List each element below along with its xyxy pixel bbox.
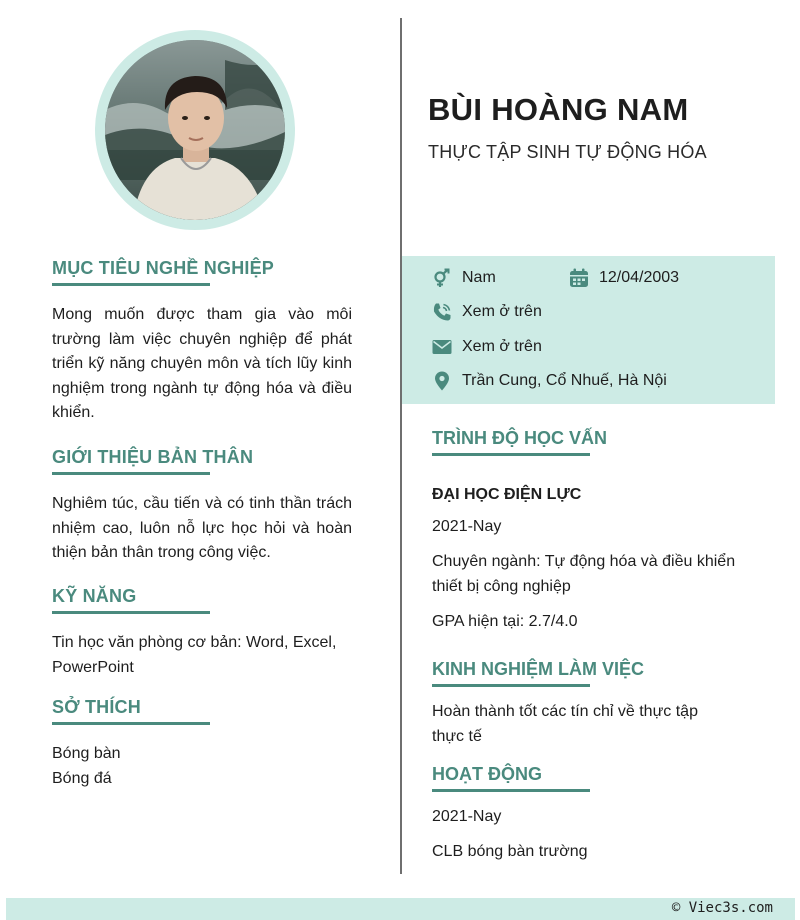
experience-text: Hoàn thành tốt các tín chỉ về thực tập thực tế — [432, 703, 698, 745]
calendar-icon — [569, 268, 589, 288]
avatar-frame — [95, 30, 295, 230]
about-section — [52, 447, 352, 566]
address-value: Trần Cung, Cổ Nhuế, Hà Nội — [462, 372, 667, 389]
gender-icon — [432, 268, 452, 288]
experience-title: KINH NGHIỆM LÀM VIỆC — [432, 659, 590, 687]
activities-text: CLB bóng bàn trường — [432, 843, 588, 860]
hobby-item: Bóng bàn — [52, 745, 121, 762]
contact-address — [432, 371, 667, 391]
email-icon — [432, 337, 452, 357]
skills-text: Tin học văn phòng cơ bản: Word, Excel, PowerPoint — [52, 634, 337, 676]
column-divider — [400, 18, 402, 874]
candidate-role: THỰC TẬP SINH TỰ ĐỘNG HÓA — [428, 142, 707, 162]
about-title: GIỚI THIỆU BẢN THÂN — [52, 447, 210, 475]
footer-bar — [6, 898, 795, 920]
activities-section — [432, 764, 762, 864]
education-period: 2021-Nay — [432, 518, 502, 535]
candidate-name: BÙI HOÀNG NAM — [428, 92, 689, 127]
birthday-value: 12/04/2003 — [599, 269, 680, 286]
activities-period: 2021-Nay — [432, 808, 502, 825]
gender-value: Nam — [462, 269, 496, 286]
career-objective-section — [52, 258, 352, 426]
email-value: Xem ở trên — [462, 338, 542, 355]
contact-email — [432, 337, 542, 357]
contact-gender — [432, 268, 496, 288]
avatar-photo — [105, 40, 285, 220]
experience-section — [432, 659, 762, 749]
phone-value: Xem ở trên — [462, 303, 542, 320]
education-school: ĐẠI HỌC ĐIỆN LỰC — [432, 486, 582, 503]
education-gpa: GPA hiện tại: 2.7/4.0 — [432, 613, 578, 630]
hobbies-section — [52, 697, 352, 791]
hobby-item: Bóng đá — [52, 769, 112, 787]
contact-birthday — [569, 268, 679, 288]
about-text: Nghiêm túc, cầu tiến và có tinh thần trách nhiệm cao, luôn nỗ lực học hỏi và hoàn thiện bản thân trong công việc. — [52, 495, 352, 561]
education-section — [432, 428, 762, 634]
career-objective-text: Mong muốn được tham gia vào môi trường làm việc chuyên nghiệp để phát triển kỹ năng chuyên môn và tích lũy kinh nghiệm trong ngành tự động hóa và điều khiển. — [52, 306, 352, 421]
contact-panel — [402, 256, 775, 404]
skills-section — [52, 586, 352, 680]
education-title: TRÌNH ĐỘ HỌC VẤN — [432, 428, 590, 456]
hobbies-title: SỞ THÍCH — [52, 697, 210, 725]
activities-title: HOẠT ĐỘNG — [432, 764, 590, 792]
location-pin-icon — [432, 371, 452, 391]
education-major: Chuyên ngành: Tự động hóa và điều khiển thiết bị công nghiệp — [432, 553, 736, 595]
career-objective-title: MỤC TIÊU NGHỀ NGHIỆP — [52, 258, 210, 286]
skills-title: KỸ NĂNG — [52, 586, 210, 614]
footer-credit: © Viec3s.com — [671, 900, 773, 916]
phone-icon — [432, 302, 452, 322]
contact-phone — [432, 302, 542, 322]
avatar — [105, 40, 285, 220]
